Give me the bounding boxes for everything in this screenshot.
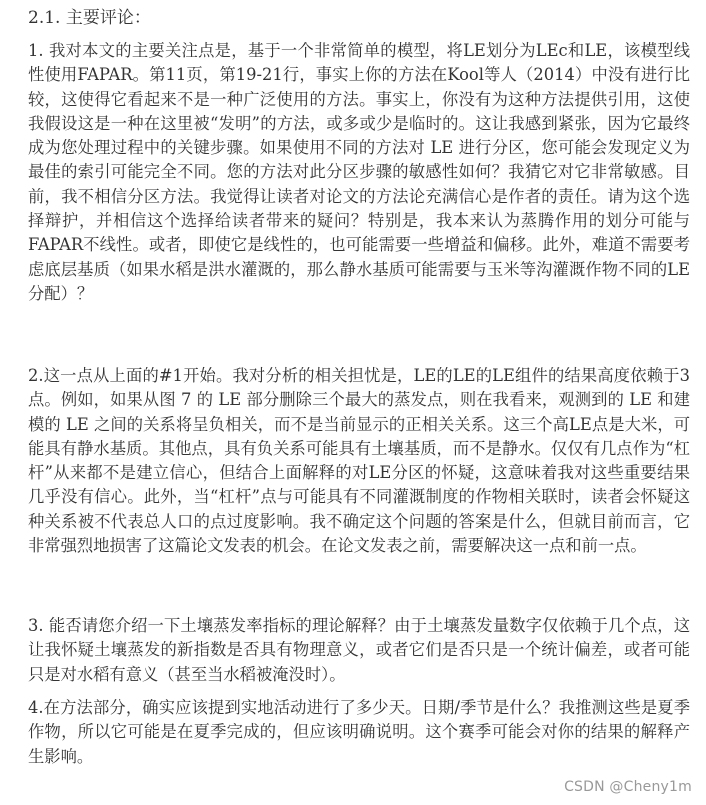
comment-paragraph-1: 1. 我对本文的主要关注点是，基于一个非常简单的模型，将LE划分为LEc和LE，该模型线性使用FAPAR。第11页，第19-21行，事实上你的方法在Kool等人（2014）中没有进行比较，这使得它看起来不是一种广泛使用的方法。事实上，你没有为这种方法提供引用，这使我假设这是一种在这里被“发明”的方法，或多或少是临时的。这让我感到紧张，因为它最终成为您处理过程中的关键步骤。如果使用不同的方法对 LE 进行分区，您可能会发现定义为最佳的索引可能完全不同。您的方法对此分区步骤的敏感性如何？我猜它对它非常敏感。目前，我不相信分区方法。我觉得让读者对论文的方法论充满信心是作者的责任。请为这个选择辩护，并相信这个选择给读者带来的疑问？特别是，我本来认为蒸腾作用的划分可能与FAPAR不线性。或者，即使它是线性的，也可能需要一些增益和偏移。此外，难道不需要考虑底层基质（如果水稻是洪水灌溉的，那么静水基质可能需要与玉米等沟灌溉作物不同的LE分配）？ — [28, 41, 690, 303]
csdn-watermark: CSDN @Cheny1m — [564, 779, 692, 795]
comment-paragraph-3: 3. 能否请您介绍一下土壤蒸发率指标的理论解释？由于土壤蒸发量数字仅依赖于几个点，这让我怀疑土壤蒸发的新指数是否具有物理意义，或者它们是否只是一个统计偏差，或者可能只是对水稻有意义（甚至当水稻被淹没时）。 — [28, 616, 690, 684]
comment-paragraph-2: 2.这一点从上面的#1开始。我对分析的相关担忧是，LE的LE的LE组件的结果高度依赖于3点。例如，如果从图 7 的 LE 部分删除三个最大的蒸发点，则在我看来，观测到的 LE 和建模的 LE 之间的关系将呈负相关，而不是当前显示的正相关关系。这三个高LE点是大米，可能具有静水基质。其他点，具有负关系可能具有土壤基质，而不是静水。仅仅有几点作为“杠杆”从来都不是建立信心，但结合上面解释的对LE分区的怀疑，这意味着我对这些重要结果几乎没有信心。此外，当“杠杆”点与可能具有不同灌溉制度的作物相关联时，读者会怀疑这种关系被不代表总人口的点过度影响。我不确定这个问题的答案是什么，但就目前而言，它非常强烈地损害了这篇论文发表的机会。在论文发表之前，需要解决这一点和前一点。 — [28, 366, 690, 556]
comment-paragraph-4: 4.在方法部分，确实应该提到实地活动进行了多少天。日期/季节是什么？我推测这些是夏季作物，所以它可能是在夏季完成的，但应该明确说明。这个赛季可能会对你的结果的解释产生影响。 — [28, 698, 690, 766]
section-heading: 2.1. 主要评论： — [28, 8, 151, 28]
